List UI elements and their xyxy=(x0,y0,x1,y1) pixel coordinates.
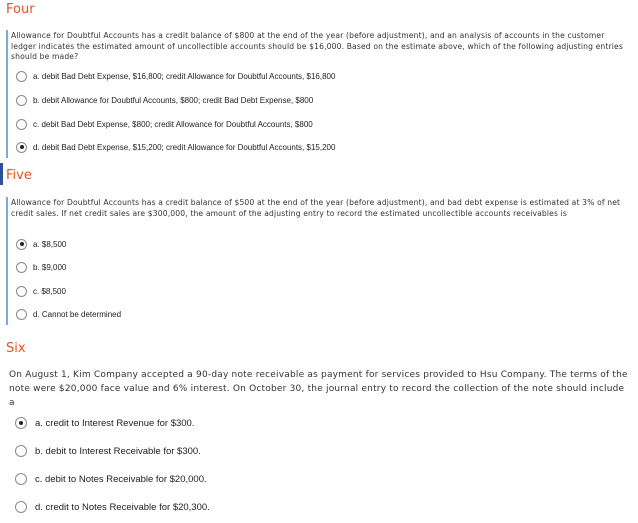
option-label: c. debit to Notes Receivable for $20,000. xyxy=(35,473,207,485)
question-block-five xyxy=(6,197,633,325)
option-six-a[interactable] xyxy=(15,415,194,431)
option-label: b. debit Allowance for Doubtful Accounts, $800; credit Bad Debt Expense, $800 xyxy=(33,95,314,105)
radio-button[interactable] xyxy=(16,286,27,297)
option-four-a[interactable] xyxy=(16,69,335,83)
option-label: a. credit to Interest Revenue for $300. xyxy=(35,417,195,429)
question-heading-five: Five xyxy=(6,168,32,183)
question-text-four: Allowance for Doubtful Accounts has a credit balance of $800 at the end of the year (before adjustment), and an analysis of accounts in the customer ledger indicates the estimated amount of uncollectible accounts should be $16,000. Based on the estimate above, which of the following adjusting entries should be made? xyxy=(11,31,623,61)
option-four-d[interactable] xyxy=(16,140,335,154)
option-label: d. credit to Notes Receivable for $20,300. xyxy=(35,501,210,513)
option-label: b. $9,000 xyxy=(33,262,67,272)
option-label: d. Cannot be determined xyxy=(33,309,122,319)
question-heading-four: Four xyxy=(6,2,35,17)
radio-button[interactable] xyxy=(15,501,27,513)
option-label: a. debit Bad Debt Expense, $16,800; credit Allowance for Doubtful Accounts, $16,800 xyxy=(33,71,336,81)
question-heading-six: Six xyxy=(6,341,26,356)
radio-button-selected[interactable] xyxy=(15,417,27,429)
question-text-five: Allowance for Doubtful Accounts has a credit balance of $500 at the end of the year (before adjustment), and bad debt expense is estimated at 3% of net credit sales. If net credit sales are $300,000, the amount of the adjusting entry to record the estimated uncollectible accounts receivables is xyxy=(11,198,621,218)
radio-button[interactable] xyxy=(16,95,27,106)
option-label: d. debit Bad Debt Expense, $15,200; credit Allowance for Doubtful Accounts, $15,200 xyxy=(33,142,336,152)
question-block-four xyxy=(6,30,633,158)
question-text-six: On August 1, Kim Company accepted a 90-day note receivable as payment for services provided to Hsu Company. The terms of the note were $20,000 face value and 6% interest. On October 30, the journal entry to record the collection of the note should include a xyxy=(9,370,628,408)
focus-indicator xyxy=(0,163,3,185)
option-six-c[interactable] xyxy=(15,471,207,487)
option-label: a. $8,500 xyxy=(33,239,67,249)
option-label: b. debit to Interest Receivable for $300. xyxy=(35,445,201,457)
radio-button-selected[interactable] xyxy=(16,239,27,250)
option-four-c[interactable] xyxy=(16,117,313,131)
option-five-a[interactable] xyxy=(16,237,66,251)
option-five-c[interactable] xyxy=(16,284,66,298)
option-five-d[interactable] xyxy=(16,307,121,321)
radio-button[interactable] xyxy=(16,71,27,82)
radio-button-selected[interactable] xyxy=(16,142,27,153)
option-label: c. debit Bad Debt Expense, $800; credit Allowance for Doubtful Accounts, $800 xyxy=(33,119,313,129)
radio-button[interactable] xyxy=(15,473,27,485)
radio-button[interactable] xyxy=(16,262,27,273)
option-four-b[interactable] xyxy=(16,93,313,107)
radio-button[interactable] xyxy=(16,119,27,130)
radio-button[interactable] xyxy=(15,445,27,457)
option-six-b[interactable] xyxy=(15,443,201,459)
option-five-b[interactable] xyxy=(16,260,66,274)
option-six-d[interactable] xyxy=(15,499,210,515)
option-label: c. $8,500 xyxy=(33,286,66,296)
radio-button[interactable] xyxy=(16,309,27,320)
